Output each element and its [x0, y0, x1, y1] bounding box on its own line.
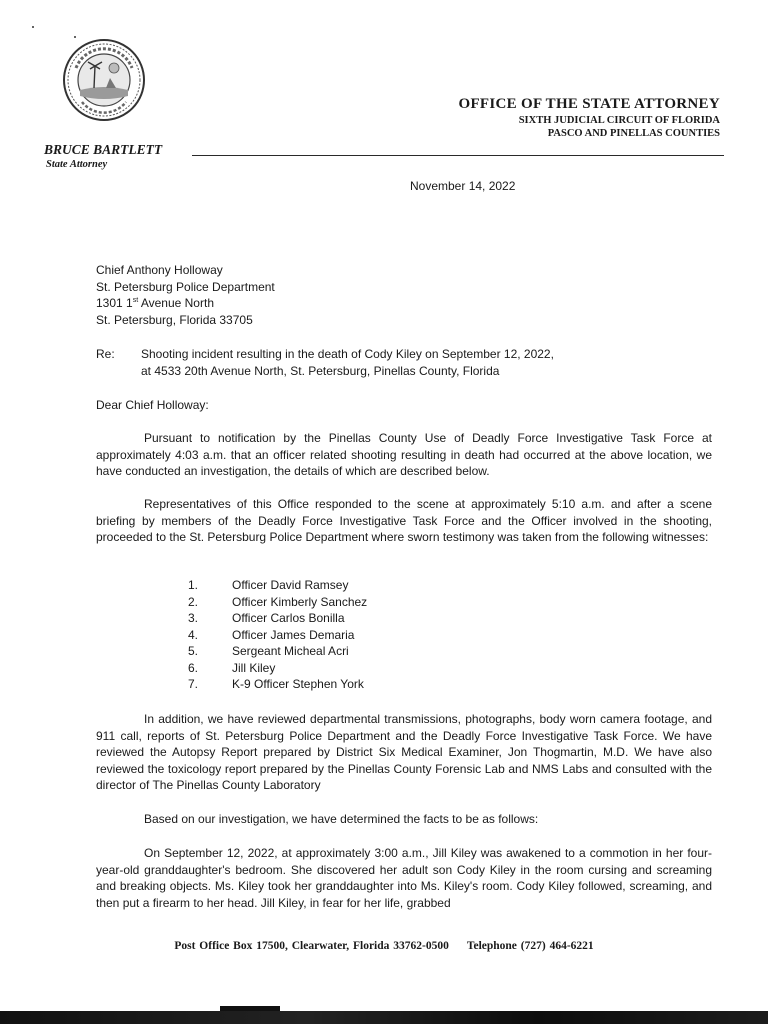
street-ordinal: st [132, 297, 139, 304]
list-number: 5. [188, 644, 199, 658]
salutation: Dear Chief Holloway: [96, 398, 209, 412]
witness-name: Officer James Demaria [232, 627, 355, 642]
re-label: Re: [96, 347, 115, 361]
paragraph-notification: Pursuant to notification by the Pinellas County Use of Deadly Force Investigative Task Force at approximately 4:03 a.m. that an officer related shooting resulting in death had occurred at the above location, we have conducted an investigation, the details of which are described below. [96, 431, 712, 479]
paragraph-facts-intro: Based on our investigation, we have determined the facts to be as follows: [144, 812, 539, 826]
re-text-line-2: at 4533 20th Avenue North, St. Petersburg, Pinellas County, Florida [141, 363, 500, 378]
paragraph-review: In addition, we have reviewed departmental transmissions, photographs, body worn camera footage, and 911 call, reports of St. Petersburg Police Department and the Deadly Force Investigative Task Force. We have reviewed the Autopsy Report prepared by District Six Medical Examiner, Jon Thogmartin, M.D. We have also reviewed the toxicology report prepared by the Pinellas County Forensic Lab and NMS Labs and consulted with the director of The Pinellas County Laboratory [96, 712, 712, 793]
street-name: Avenue North [138, 296, 214, 310]
list-item [188, 643, 448, 660]
list-item [188, 577, 448, 594]
footer-telephone: Telephone (727) 464-6221 [466, 940, 594, 952]
list-number: 1. [188, 578, 199, 592]
counties-line: PASCO AND PINELLAS COUNTIES [547, 128, 720, 139]
list-item [188, 627, 448, 644]
recipient-street [96, 295, 275, 312]
list-item [188, 676, 448, 693]
scan-speck [74, 36, 76, 38]
re-text-line-1: Shooting incident resulting in the death of Cody Kiley on September 12, 2022, [141, 347, 554, 361]
list-number: 4. [188, 627, 199, 642]
state-attorney-name: BRUCE BARTLETT [44, 142, 163, 157]
witness-name: Jill Kiley [232, 660, 276, 675]
witness-name: Officer Carlos Bonilla [232, 611, 345, 625]
list-number: 7. [188, 677, 199, 691]
witness-name: Officer David Ramsey [232, 578, 349, 592]
recipient-city: St. Petersburg, Florida 33705 [96, 312, 253, 327]
list-item [188, 610, 448, 627]
recipient-organization: St. Petersburg Police Department [96, 279, 275, 294]
witness-name: Sergeant Micheal Acri [232, 644, 349, 658]
office-title: OFFICE OF THE STATE ATTORNEY [458, 96, 720, 112]
paragraph-representatives: Representatives of this Office responded to the scene at approximately 5:10 a.m. and after a scene briefing by members of the Deadly Force Investigative Task Force and the Officer involved in the shooting, proceeded to the St. Petersburg Police Department where sworn testimony was taken from the following witnesses: [96, 497, 712, 545]
scan-edge [0, 1011, 768, 1024]
witness-name: K-9 Officer Stephen York [232, 677, 364, 691]
recipient-address [96, 262, 275, 328]
paragraph-facts: On September 12, 2022, at approximately 3:00 a.m., Jill Kiley was awakened to a commotion in her four-year-old granddaughter's bedroom. She discovered her adult son Cody Kiley in the room cursing and screaming and breaking objects. Ms. Kiley took her granddaughter into Ms. Kiley's room. Cody Kiley followed, screaming, and then put a firearm to her head. Jill Kiley, in fear for her life, grabbed [96, 846, 712, 910]
re-line [96, 346, 716, 380]
street-number: 1301 1 [96, 296, 133, 310]
list-number: 6. [188, 660, 199, 675]
list-number: 2. [188, 594, 199, 609]
letterhead-footer [0, 940, 768, 952]
witness-list [188, 577, 448, 693]
recipient-name: Chief Anthony Holloway [96, 263, 223, 277]
footer-address: Post Office Box 17500, Clearwater, Florida 33762-0500 [174, 940, 449, 952]
scan-speck [32, 26, 34, 28]
state-seal-icon [62, 38, 146, 122]
list-number: 3. [188, 611, 199, 625]
list-item [188, 594, 448, 611]
letterhead-rule [192, 155, 724, 156]
circuit-line: SIXTH JUDICIAL CIRCUIT OF FLORIDA [518, 115, 720, 126]
office-subtitle [519, 114, 720, 140]
letter-date: November 14, 2022 [410, 179, 516, 193]
list-item [188, 660, 448, 677]
state-attorney-title: State Attorney [46, 159, 108, 170]
witness-name: Officer Kimberly Sanchez [232, 594, 368, 609]
